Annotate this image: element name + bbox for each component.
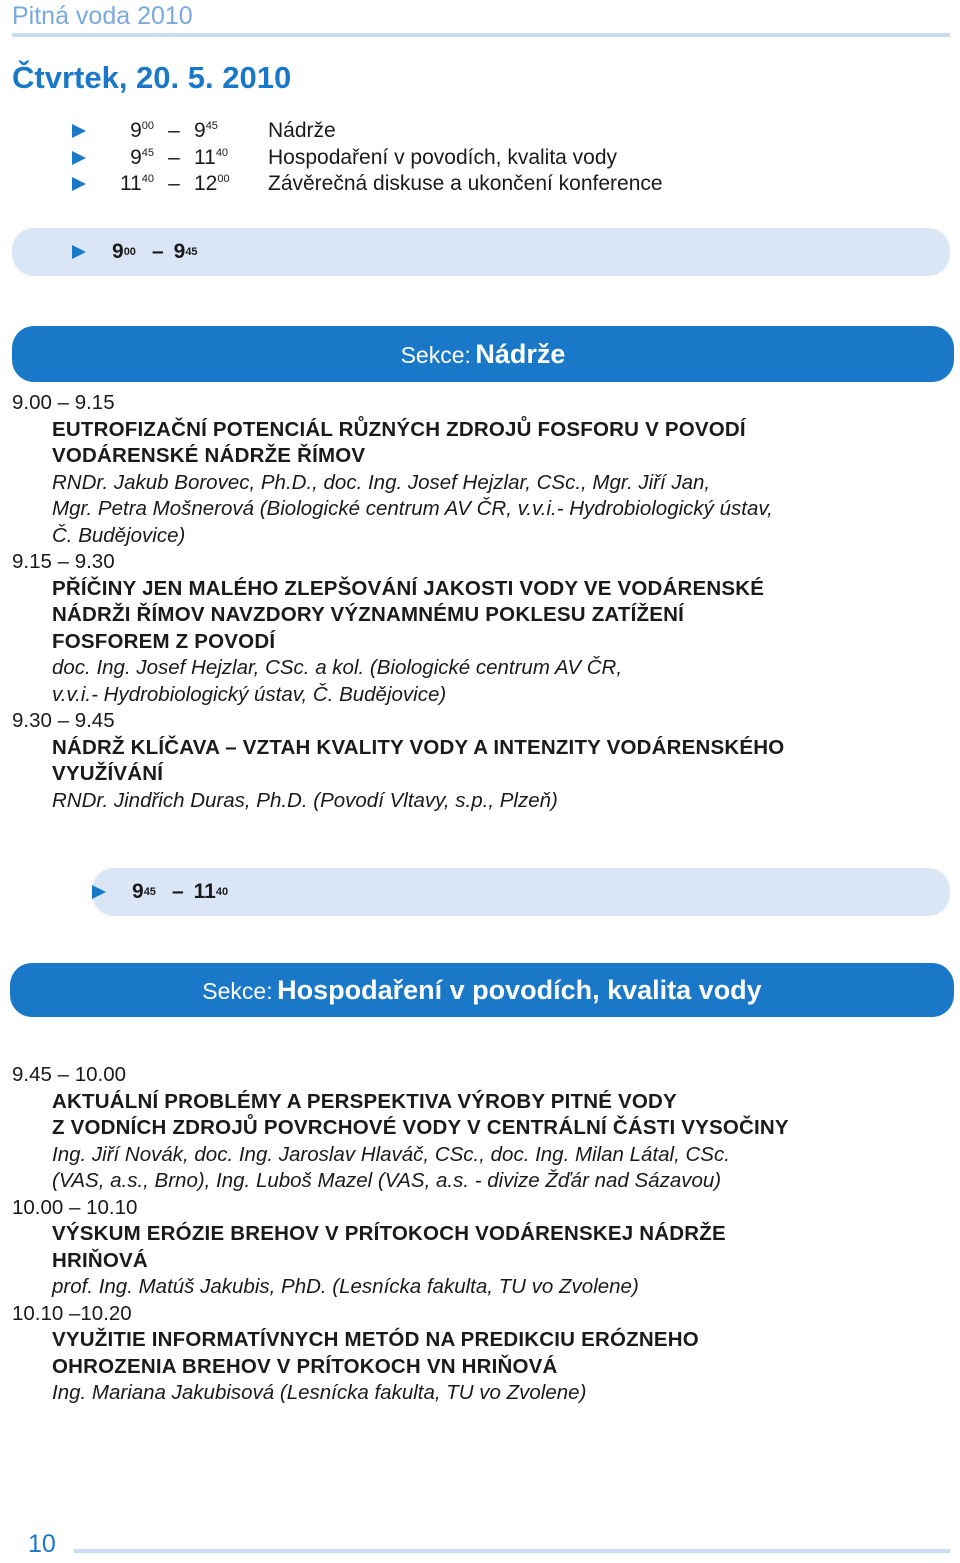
list-item xyxy=(12,549,784,708)
session-list xyxy=(12,390,784,814)
triangle-bullet-icon xyxy=(72,151,86,165)
session-title: NÁDRŽ KLÍČAVA – VZTAH KVALITY VODY A INTENZITY VODÁRENSKÉHO xyxy=(52,735,785,759)
session-authors: Ing. Jiří Novák, doc. Ing. Jaroslav Hlaváč, CSc., doc. Ing. Milan Látal, CSc. xyxy=(52,1142,730,1166)
session-authors: Č. Budějovice) xyxy=(52,523,186,547)
schedule-title: Nádrže xyxy=(268,119,336,142)
triangle-bullet-icon xyxy=(72,245,86,259)
list-item xyxy=(12,1301,789,1407)
footer-rule xyxy=(74,1549,950,1553)
section-time: 9 45 – 11 40 xyxy=(92,868,228,916)
session-authors: prof. Ing. Matúš Jakubis, PhD. (Lesnícka fakulta, TU vo Zvolene) xyxy=(52,1275,639,1298)
list-item xyxy=(12,1195,789,1301)
session-title: Z VODNÍCH ZDROJŮ POVRCHOVÉ VODY V CENTRÁLNÍ ČÁSTI VYSOČINY xyxy=(52,1116,789,1139)
session-title: VODÁRENSKÉ NÁDRŽE ŘÍMOV xyxy=(52,444,366,467)
section-banner: Sekce: Nádrže xyxy=(12,326,954,382)
session-time: 9.30 – 9.45 xyxy=(12,709,115,732)
session-authors: RNDr. Jakub Borovec, Ph.D., doc. Ing. Josef Hejzlar, CSc., Mgr. Jiří Jan, xyxy=(52,470,711,494)
session-list xyxy=(12,1062,789,1407)
session-authors: doc. Ing. Josef Hejzlar, CSc. a kol. (Biologické centrum AV ČR, xyxy=(52,656,623,679)
triangle-bullet-icon xyxy=(72,177,86,191)
day-heading: Čtvrtek, 20. 5. 2010 xyxy=(12,60,292,95)
session-authors: Mgr. Petra Mošnerová (Biologické centrum AV ČR, v.v.i.- Hydrobiologický ústav, xyxy=(52,497,773,520)
section-banner: Sekce: Hospodaření v povodích, kvalita vody xyxy=(10,963,954,1017)
list-item xyxy=(12,708,784,814)
session-title: PŘÍČINY JEN MALÉHO ZLEPŠOVÁNÍ JAKOSTI VODY VE VODÁRENSKÉ xyxy=(52,576,765,600)
session-title: OHROZENIA BREHOV V PRÍTOKOCH VN HRIŇOVÁ xyxy=(52,1354,558,1378)
session-title: VYUŽITIE INFORMATÍVNYCH METÓD NA PREDIKCIU ERÓZNEHO xyxy=(52,1328,699,1351)
section-name: Hospodaření v povodích, kvalita vody xyxy=(277,975,762,1005)
session-title: EUTROFIZAČNÍ POTENCIÁL RŮZNÝCH ZDROJŮ FOSFORU V POVODÍ xyxy=(52,417,746,441)
session-authors: (VAS, a.s., Brno), Ing. Luboš Mazel (VAS, a.s. - divize Žďár nad Sázavou) xyxy=(52,1169,722,1192)
header-rule xyxy=(12,33,950,37)
list-item xyxy=(12,1062,789,1195)
section-name: Nádrže xyxy=(475,339,566,369)
triangle-bullet-icon xyxy=(92,885,106,899)
schedule-row: $9^{45}$ – $11^{40}$ Hospodaření v povodích, kvalita vody xyxy=(72,145,663,172)
page-number: 10 xyxy=(28,1530,56,1558)
session-time: 9.15 – 9.30 xyxy=(12,550,115,573)
running-header: Pitná voda 2010 xyxy=(12,2,193,30)
session-title: HRIŇOVÁ xyxy=(52,1248,148,1272)
schedule-row: $11^{40}$ – $12^{00}$ Závěrečná diskuse a ukončení konference xyxy=(72,171,663,198)
session-authors: RNDr. Jindřich Duras, Ph.D. (Povodí Vltavy, s.p., Plzeň) xyxy=(52,788,558,812)
session-title: VÝSKUM ERÓZIE BREHOV V PRÍTOKOCH VODÁRENSKEJ NÁDRŽE xyxy=(52,1222,726,1245)
triangle-bullet-icon xyxy=(72,124,86,138)
schedule-list xyxy=(72,118,663,198)
session-time: 9.45 – 10.00 xyxy=(12,1063,126,1086)
session-title: NÁDRŽI ŘÍMOV NAVZDORY VÝZNAMNÉMU POKLESU ZATÍŽENÍ xyxy=(52,603,685,626)
session-authors: Ing. Mariana Jakubisová (Lesnícka fakulta, TU vo Zvolene) xyxy=(52,1381,587,1404)
session-time: 10.10 –10.20 xyxy=(12,1301,132,1325)
schedule-title: Hospodaření v povodích, kvalita vody xyxy=(268,145,618,169)
session-authors: v.v.i.- Hydrobiologický ústav, Č. Budějovice) xyxy=(52,682,447,706)
session-time: 10.00 – 10.10 xyxy=(12,1195,138,1219)
session-title: AKTUÁLNÍ PROBLÉMY A PERSPEKTIVA VÝROBY PITNÉ VODY xyxy=(52,1089,677,1113)
schedule-row: $9^{00}$ – $9^{45}$ Nádrže xyxy=(72,118,663,145)
session-title: VYUŽÍVÁNÍ xyxy=(52,762,164,785)
session-time: 9.00 – 9.15 xyxy=(12,391,115,414)
list-item xyxy=(12,390,784,549)
session-title: FOSFOREM Z POVODÍ xyxy=(52,629,276,653)
section-time: 9 00 – 9 45 xyxy=(72,228,198,276)
schedule-title: Závěrečná diskuse a ukončení konference xyxy=(268,172,663,195)
